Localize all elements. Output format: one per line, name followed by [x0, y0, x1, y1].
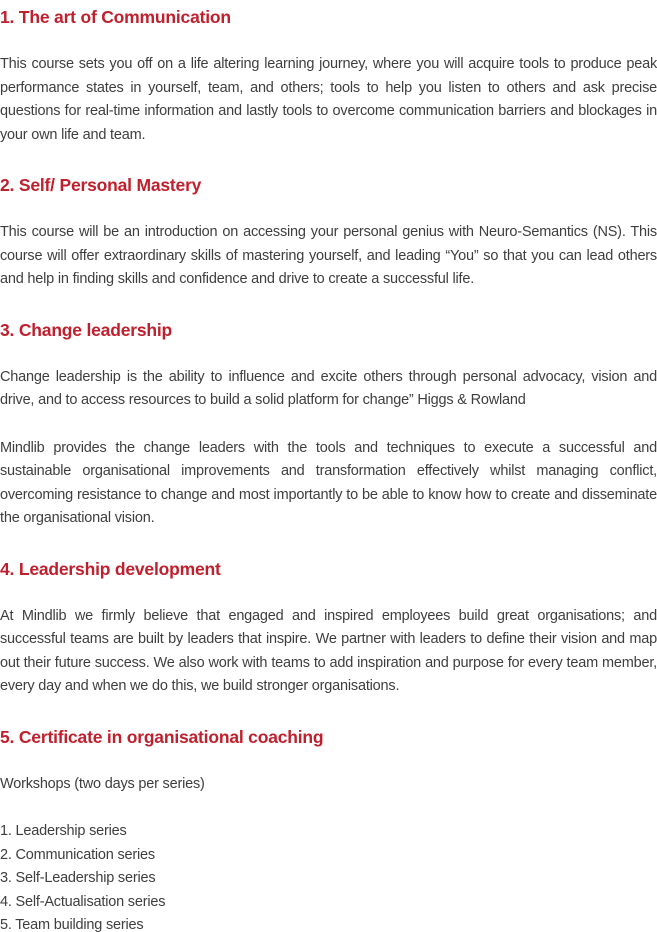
series-list-item: 1. Leadership series	[0, 823, 127, 839]
section-body	[0, 53, 657, 147]
series-list-item: 4. Self-Actualisation series	[0, 893, 166, 910]
section-body	[0, 605, 657, 699]
section-body	[0, 773, 657, 932]
series-list	[0, 820, 657, 932]
section-paragraph: Workshops (two days per series)	[0, 775, 205, 792]
section-heading: 5. Certificate in organisational coaching	[0, 726, 324, 747]
section-paragraph: Change leadership is the ability to influence and excite others through personal advocacy, vision and drive, and to access resources to build a solid platform for change” Higgs & Rowland	[0, 368, 657, 408]
section-body	[0, 221, 657, 292]
course-section-list	[0, 6, 657, 932]
section-heading: 2. Self/ Personal Mastery	[0, 175, 202, 195]
series-list-item: 2. Communication series	[0, 846, 155, 863]
course-section	[0, 319, 657, 531]
section-heading: 4. Leadership development	[0, 558, 221, 579]
section-paragraph: This course will be an introduction on accessing your personal genius with Neuro-Semantics (NS). This course will offer extraordinary skills of mastering yourself, and leading “You” so that you can lead others and help in finding skills and confidence and drive to create a successful life.	[0, 224, 657, 287]
section-body	[0, 366, 657, 531]
series-list-item: 3. Self-Leadership series	[0, 870, 156, 886]
course-section	[0, 726, 657, 932]
section-paragraph: This course sets you off on a life altering learning journey, where you will acquire tools to produce peak performance states in yourself, team, and others; tools to help you listen to others and ask precise questions for real-time information and lastly tools to overcome communication barriers and blockages in your own life and team.	[0, 56, 657, 143]
course-section	[0, 174, 657, 292]
section-heading: 3. Change leadership	[0, 319, 173, 340]
course-section	[0, 6, 657, 147]
course-section	[0, 558, 657, 699]
series-list-item: 5. Team building series	[0, 917, 144, 932]
section-paragraph: Mindlib provides the change leaders with the tools and techniques to execute a successful and sustainable organisational improvements and transformation effectively whilst managing conflict, overcoming resistance to change and most importantly to be able to know how to create and disseminate the organisational vision.	[0, 439, 657, 526]
section-paragraph: At Mindlib we firmly believe that engaged and inspired employees build great organisations; and successful teams are built by leaders that inspire. We partner with leaders to define their vision and map out their future success. We also work with teams to add inspiration and purpose for every team member, every day and when we do this, we build stronger organisations.	[0, 607, 657, 694]
section-heading: 1. The art of Communication	[0, 7, 231, 27]
